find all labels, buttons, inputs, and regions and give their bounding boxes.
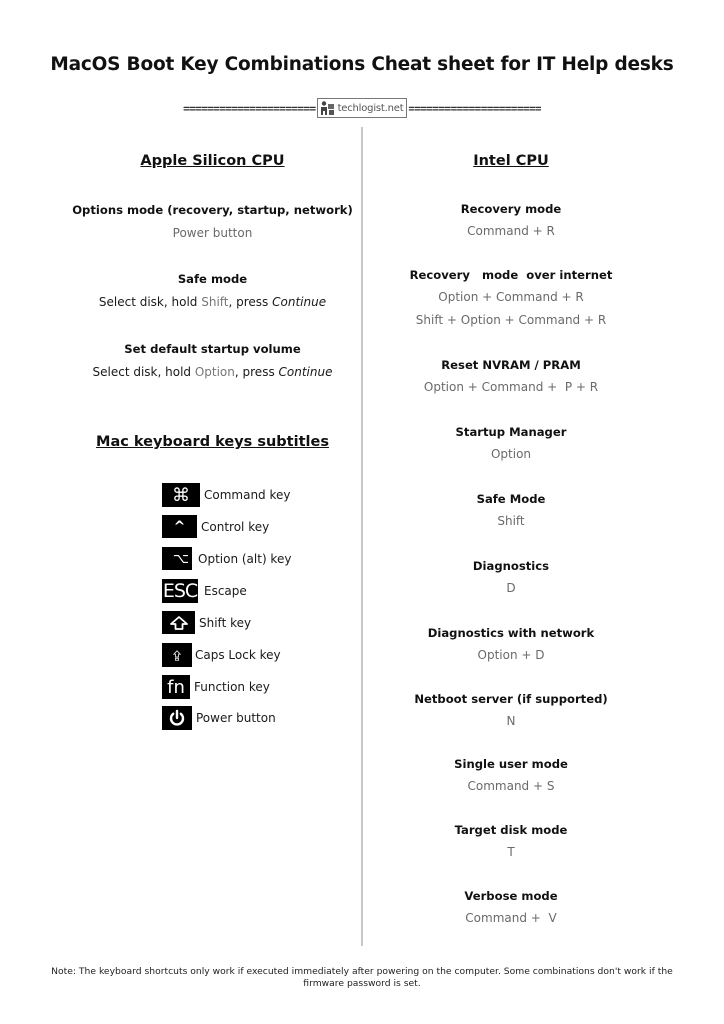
intel-item-label: Netboot server (if supported) — [414, 692, 608, 706]
function-key-icon: fn — [162, 675, 190, 699]
caps-lock-key-icon — [162, 643, 192, 667]
title-separator — [0, 98, 724, 118]
apple-silicon-heading: Apple Silicon CPU — [140, 153, 285, 169]
legend-label: Shift key — [199, 615, 252, 630]
legend-item-caps-lock — [162, 643, 281, 667]
techlogist-logo — [317, 98, 408, 118]
value-text: Select disk, hold — [98, 295, 202, 309]
legend-item-power — [162, 706, 276, 730]
intel-item-value: Command + S — [467, 779, 555, 793]
intel-item-value: Command + V — [465, 911, 557, 925]
intel-item-label: Startup Manager — [455, 425, 567, 439]
intel-heading: Intel CPU — [473, 153, 549, 169]
intel-item-label: Diagnostics — [472, 559, 550, 573]
intel-item-value: Option + D — [477, 648, 545, 662]
legend-label: Function key — [194, 680, 270, 694]
footnote: Note: The keyboard shortcuts only work if executed immediately after powering on the computer. Some combinations don't work if the firmware password is set. — [51, 966, 673, 989]
column-divider — [361, 127, 363, 946]
intel-item-label: Verbose mode — [464, 889, 558, 903]
intel-item-value: D — [506, 581, 516, 595]
legend-label: Control key — [201, 519, 270, 534]
separator-rule-left: ====================== — [183, 101, 316, 115]
button-name: Continue — [272, 295, 327, 309]
intel-item-value: Shift — [497, 514, 525, 528]
legend-item-option — [162, 547, 291, 570]
intel-item-value: Shift + Option + Command + R — [415, 313, 607, 327]
shift-key-icon — [162, 611, 195, 634]
intel-item-label: Recovery mode — [460, 202, 562, 216]
intel-item-value: Option + Command + R — [438, 290, 584, 304]
value-text: , press — [234, 365, 279, 379]
legend-item-shift — [162, 611, 251, 634]
apple-item-label: Options mode (recovery, startup, network) — [72, 203, 353, 217]
legend-label: Escape — [204, 584, 247, 598]
control-key-icon: ^ — [162, 515, 197, 538]
intel-item-value: N — [506, 714, 516, 728]
keys-legend-heading: Mac keyboard keys subtitles — [96, 434, 329, 450]
intel-item-value: Option + Command + P + R — [423, 380, 599, 394]
apple-item-value: Power button — [172, 226, 253, 240]
power-button-icon — [162, 706, 192, 730]
escape-key-icon: ESC — [162, 580, 198, 602]
intel-item-label: Diagnostics with network — [427, 626, 595, 640]
key-name: Option — [194, 365, 235, 379]
page-title: MacOS Boot Key Combinations Cheat sheet for IT Help desks — [50, 54, 674, 75]
legend-item-control — [162, 515, 269, 538]
apple-item-value — [40, 365, 385, 379]
legend-label: Caps Lock key — [195, 648, 281, 662]
option-key-icon: ⌥ — [162, 547, 192, 570]
button-name: Continue — [278, 365, 333, 379]
legend-item-function — [162, 675, 270, 699]
intel-item-label: Target disk mode — [454, 823, 568, 837]
intel-item-value: T — [507, 845, 515, 859]
intel-item-value: Option — [490, 447, 532, 461]
legend-label: Power button — [196, 711, 276, 725]
separator-rule-right: ====================== — [408, 101, 541, 115]
apple-item-value — [40, 295, 385, 309]
value-text: , press — [228, 295, 273, 309]
logo-text: techlogist.net — [337, 102, 404, 114]
apple-item-label: Set default startup volume — [124, 342, 301, 356]
intel-item-label: Single user mode — [454, 757, 568, 771]
intel-item-value: Command + R — [467, 224, 555, 238]
intel-item-label: Reset NVRAM / PRAM — [441, 358, 581, 372]
value-text: Select disk, hold — [92, 365, 195, 379]
apple-item-label: Safe mode — [177, 272, 248, 286]
legend-item-command — [162, 483, 291, 507]
intel-item-label: Recovery mode over internet — [409, 268, 613, 282]
key-name: Shift — [201, 295, 229, 309]
legend-label: Command key — [204, 488, 291, 502]
legend-label: Option (alt) key — [198, 551, 292, 566]
intel-item-label: Safe Mode — [476, 492, 546, 506]
legend-item-escape — [162, 579, 247, 603]
command-key-icon: ⌘ — [162, 483, 200, 507]
techlogist-logo-icon — [319, 100, 335, 116]
